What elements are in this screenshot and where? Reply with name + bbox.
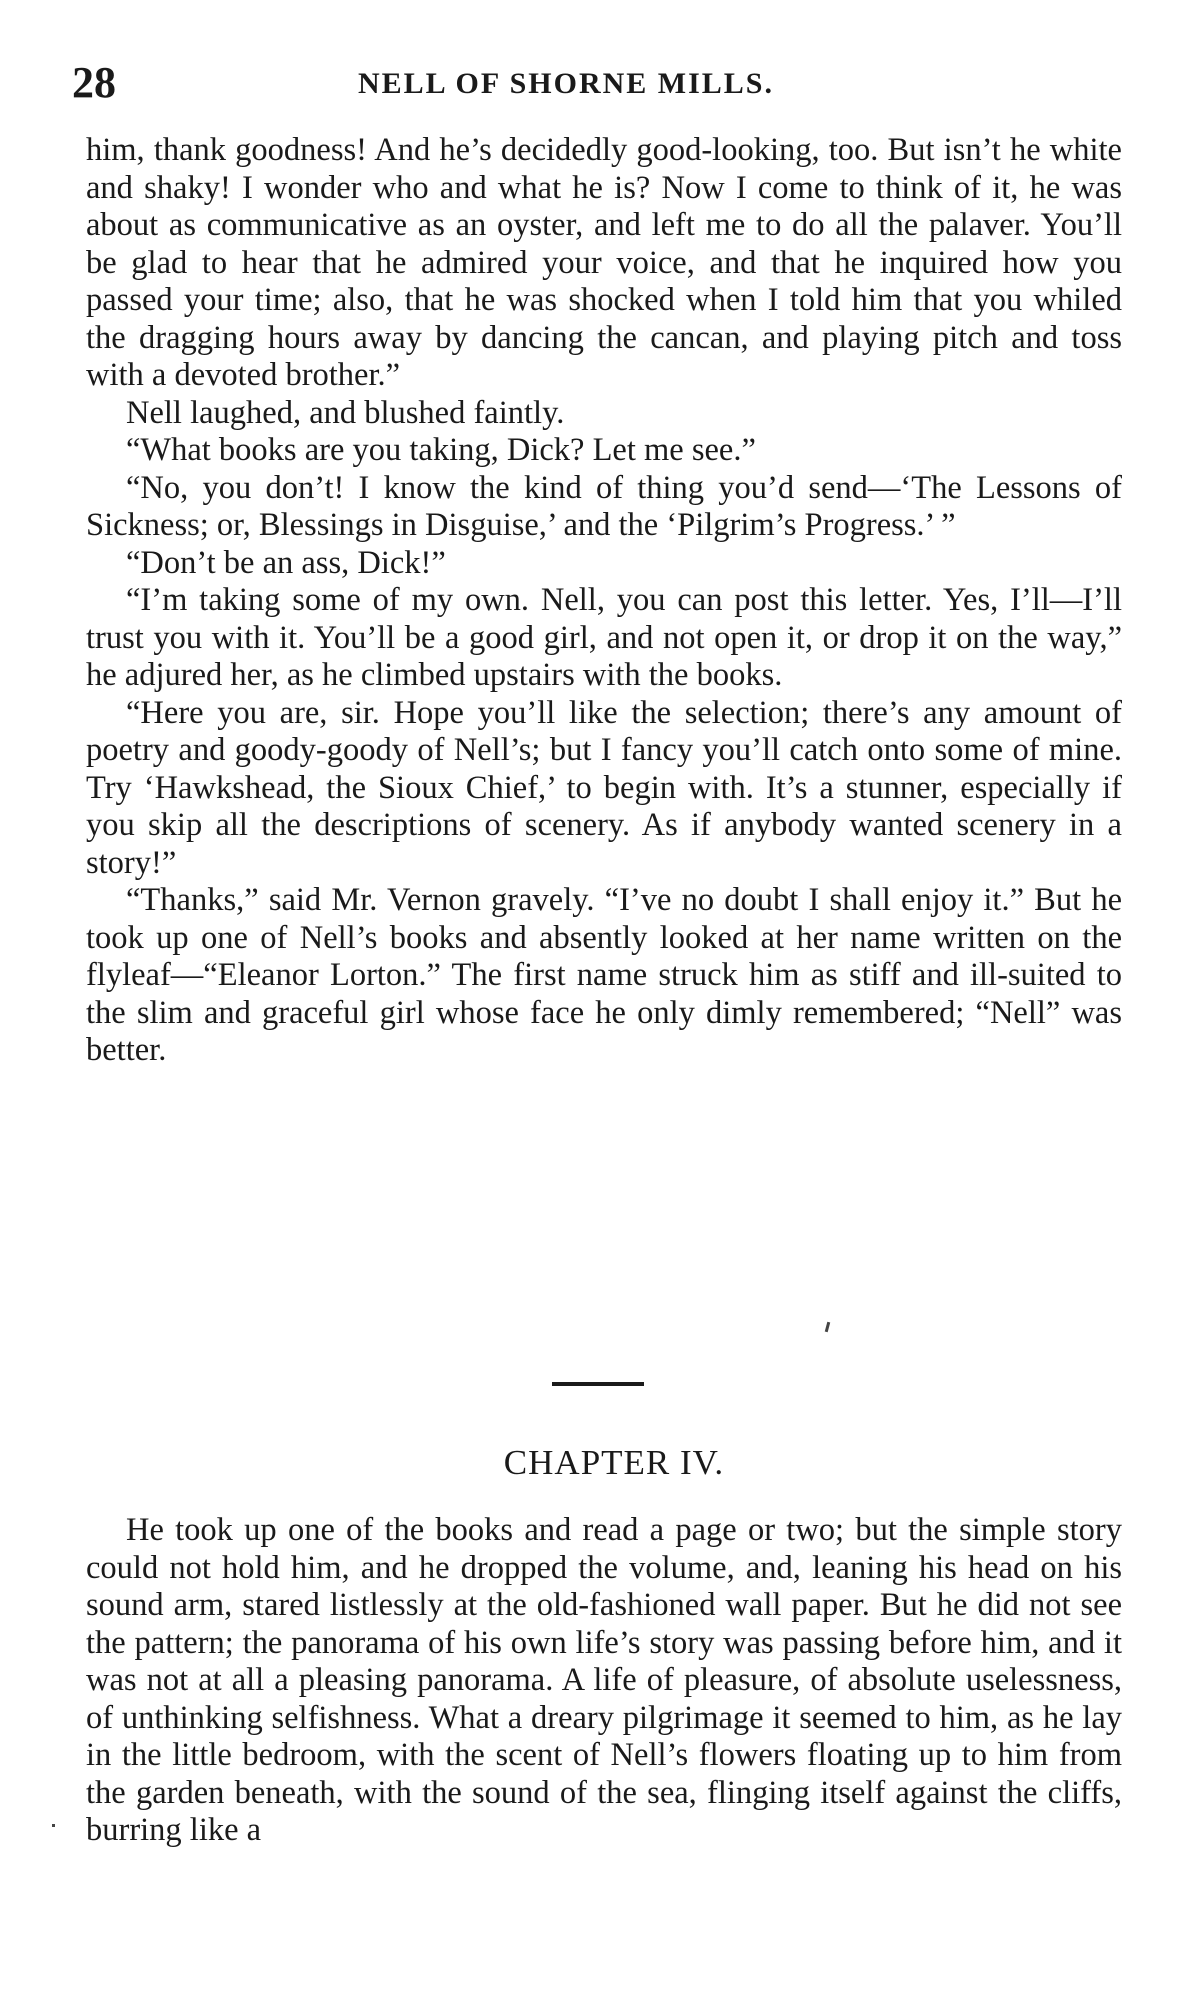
paragraph: “I’m taking some of my own. Nell, you can post this letter. Yes, I’ll—I’ll trust you with it. You’ll be a good girl, and not open it, or drop it on the way,” he adjured her, as he climbed upstairs with the books. <box>86 582 1122 693</box>
print-speck <box>52 1824 55 1827</box>
body-text-top <box>86 132 1122 1070</box>
paragraph: “No, you don’t! I know the kind of thing you’d send—‘The Lessons of Sickness; or, Blessings in Disguise,’ and the ‘Pilgrim’s Progress.’ ” <box>86 469 1122 543</box>
paragraph: “Here you are, sir. Hope you’ll like the selection; there’s any amount of poetry and goody-goody of Nell’s; but I fancy you’ll catch onto some of mine. Try ‘Hawkshead, the Sioux Chief,’ to begin with. It’s a stunner, especially if you skip all the descriptions of scenery. As if anybody wanted scenery in a story!” <box>86 694 1122 881</box>
paragraph: him, thank goodness! And he’s decidedly good-looking, too. But isn’t he white and shaky! I wonder who and what he is? Now I come to think of it, he was about as communicative as an oyster, and left me to do all the palaver. You’ll be glad to hear that he admired your voice, and that he inquired how you passed your time; also, that he was shocked when I told him that you whiled the dragging hours away by dancing the cancan, and playing pitch and toss with a devoted brother.” <box>86 132 1122 393</box>
paragraph: “What books are you taking, Dick? Let me see.” <box>126 432 756 468</box>
paragraph: Nell laughed, and blushed faintly. <box>126 394 565 431</box>
page-number: 28 <box>72 58 116 107</box>
body-text-bottom <box>86 1512 1122 1850</box>
chapter-heading: CHAPTER IV. <box>503 1443 725 1482</box>
paragraph: He took up one of the books and read a page or two; but the simple story could not hold him, and he dropped the volume, and, leaning his head on his sound arm, stared listlessly at the old-fashioned wall paper. But he did not see the pattern; the panorama of his own life’s story was passing before him, and it was not at all a pleasing panorama. A life of pleasure, of absolute uselessness, of unthinking selfishness. What a dreary pilgrimage it seemed to him, as he lay in the little bedroom, with the scent of Nell’s flowers floating up to him from the garden beneath, with the sound of the sea, flinging itself against the cliffs, burring like a <box>86 1512 1122 1848</box>
paragraph: “Thanks,” said Mr. Vernon gravely. “I’ve no doubt I shall enjoy it.” But he took up one of Nell’s books and absently looked at her name written on the flyleaf—“Eleanor Lorton.” The first name struck him as stiff and ill-suited to the slim and graceful girl whose face he only dimly remembered; “Nell” was better. <box>86 882 1122 1068</box>
running-title: NELL OF SHORNE MILLS. <box>358 67 774 100</box>
section-divider <box>552 1382 644 1386</box>
print-speck <box>825 1322 830 1332</box>
running-head <box>72 58 1127 108</box>
paragraph: “Don’t be an ass, Dick!” <box>126 544 446 581</box>
